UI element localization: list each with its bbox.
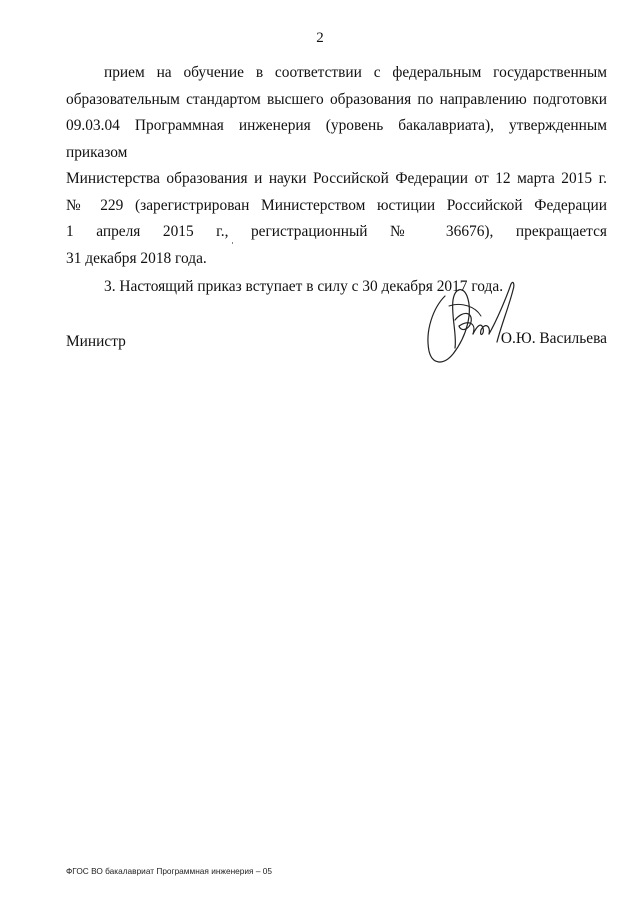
effective-date-paragraph: 3. Настоящий приказ вступает в силу с 30 декабря 2017 года. <box>104 278 504 295</box>
paragraph-line: № 229 (зарегистрирован Министерством юстиции Российской Федерации <box>66 196 607 214</box>
paragraph-line: 09.03.04 Программная инженерия (уровень бакалавриата), утвержденным приказом <box>66 117 607 161</box>
paragraph-line: образовательным стандартом высшего образования по направлению подготовки <box>66 90 607 108</box>
scan-speck <box>232 242 233 244</box>
signature-block <box>66 330 607 360</box>
paragraph-line: Министерства образования и науки Российской Федерации от 12 марта 2015 г. <box>66 170 607 187</box>
footer-text: ФГОС ВО бакалавриат Программная инженерия – 05 <box>66 866 272 876</box>
paragraph-line: 31 декабря 2018 года. <box>66 249 207 267</box>
paragraph-line: 1 апреля 2015 г., регистрационный № 36676), прекращается <box>66 223 607 240</box>
signer-name: О.Ю. Васильева <box>500 330 607 347</box>
page-number: 2 <box>316 30 324 46</box>
order-text <box>66 60 607 301</box>
signer-position: Министр <box>66 333 126 350</box>
paragraph-line: прием на обучение в соответствии с федеральным государственным <box>104 64 607 81</box>
